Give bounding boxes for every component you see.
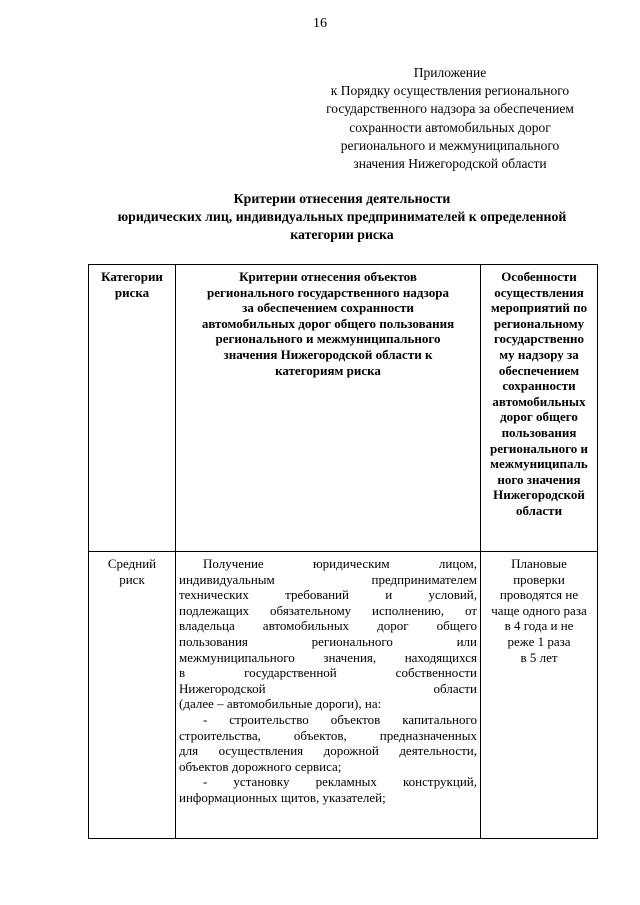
criteria-line: межмуниципального значения, находящихся bbox=[179, 649, 477, 665]
header-text: области bbox=[515, 502, 563, 518]
header-text: значения Нижегородской области к bbox=[223, 346, 433, 362]
header-text: автомобильных bbox=[492, 393, 586, 409]
header-text: ного значения bbox=[497, 471, 581, 487]
header-text: регионального и bbox=[490, 440, 588, 456]
appendix-line: регионального и межмуниципального bbox=[340, 137, 560, 153]
criteria-line: - установку рекламных конструкций, bbox=[203, 774, 477, 790]
header-text: мероприятий по bbox=[490, 300, 588, 316]
appendix-line: значения Нижегородской области bbox=[353, 156, 547, 172]
criteria-line: Получение юридическим лицом, bbox=[203, 556, 477, 571]
criteria-line: для осуществления дорожной деятельности, bbox=[179, 743, 477, 759]
appendix-line: государственного надзора за обеспечением bbox=[326, 101, 574, 117]
header-text: государственно bbox=[493, 331, 585, 347]
criteria-line: в государственной собственности bbox=[179, 665, 477, 681]
appendix-header bbox=[300, 64, 600, 173]
criteria-line: индивидуальным предпринимателем bbox=[179, 571, 477, 587]
header-features bbox=[481, 265, 598, 552]
header-text: Нижегородской bbox=[493, 487, 585, 503]
header-text: региональному bbox=[493, 315, 585, 331]
risk-category-text: риск bbox=[119, 571, 145, 587]
header-text: пользования bbox=[501, 424, 577, 440]
criteria-line: подлежащих обязательному исполнению, от bbox=[179, 602, 477, 618]
header-criteria bbox=[176, 265, 481, 552]
appendix-line: сохранности автомобильных дорог bbox=[349, 119, 551, 135]
criteria-line: технических требований и условий, bbox=[179, 587, 477, 603]
features-cell bbox=[481, 552, 598, 839]
criteria-line: строительства, объектов, предназначенных bbox=[179, 727, 477, 743]
criteria-line: Нижегородской области bbox=[179, 680, 477, 696]
title-line: категории риска bbox=[290, 227, 394, 242]
risk-category-cell bbox=[89, 552, 176, 839]
title-line: юридических лиц, индивидуальных предпринимателей к определенной bbox=[117, 209, 567, 224]
header-text: сохранности bbox=[502, 378, 576, 394]
features-text: реже 1 раза bbox=[507, 633, 571, 649]
header-text: Критерии отнесения объектов bbox=[239, 269, 417, 284]
criteria-line: - строительство объектов капитального bbox=[203, 711, 477, 727]
features-text: в 4 года и не bbox=[504, 618, 574, 634]
risk-category-text: Средний bbox=[107, 556, 157, 571]
table-header-row bbox=[89, 265, 598, 552]
header-text: дорог общего bbox=[500, 409, 578, 425]
header-text: риска bbox=[114, 284, 150, 300]
features-text: проверки bbox=[513, 571, 565, 587]
features-text: чаще одного раза bbox=[491, 602, 587, 618]
header-category bbox=[89, 265, 176, 552]
table-row bbox=[89, 552, 598, 839]
criteria-line: (далее – автомобильные дороги), на: bbox=[179, 696, 382, 712]
criteria-line: пользования регионального или bbox=[179, 633, 477, 649]
header-text: осуществления bbox=[494, 284, 584, 300]
header-text: Особенности bbox=[501, 269, 577, 284]
header-text: регионального и межмуниципального bbox=[215, 331, 441, 347]
criteria-line: информационных щитов, указателей; bbox=[179, 789, 386, 805]
header-text: му надзору за bbox=[499, 346, 579, 362]
risk-criteria-table bbox=[88, 264, 598, 839]
header-text: межмуниципаль bbox=[490, 456, 588, 472]
criteria-line: владельца автомобильных дорог общего bbox=[179, 618, 477, 634]
document-title bbox=[60, 190, 624, 244]
header-text: Категории bbox=[101, 269, 163, 284]
page-number: 16 bbox=[313, 16, 327, 31]
header-text: регионального государственного надзора bbox=[206, 284, 449, 300]
features-text: проводятся не bbox=[499, 587, 579, 603]
header-text: за обеспечением сохранности bbox=[242, 300, 414, 316]
criteria-line: объектов дорожного сервиса; bbox=[179, 758, 342, 774]
header-text: обеспечением bbox=[498, 362, 580, 378]
header-text: категориям риска bbox=[275, 362, 381, 378]
header-text: автомобильных дорог общего пользования bbox=[201, 315, 455, 331]
appendix-line: Приложение bbox=[413, 65, 487, 80]
title-line: Критерии отнесения деятельности bbox=[233, 191, 451, 206]
features-text: Плановые bbox=[511, 556, 567, 571]
appendix-line: к Порядку осуществления регионального bbox=[330, 83, 570, 99]
features-text: в 5 лет bbox=[520, 649, 558, 665]
criteria-cell bbox=[176, 552, 481, 839]
